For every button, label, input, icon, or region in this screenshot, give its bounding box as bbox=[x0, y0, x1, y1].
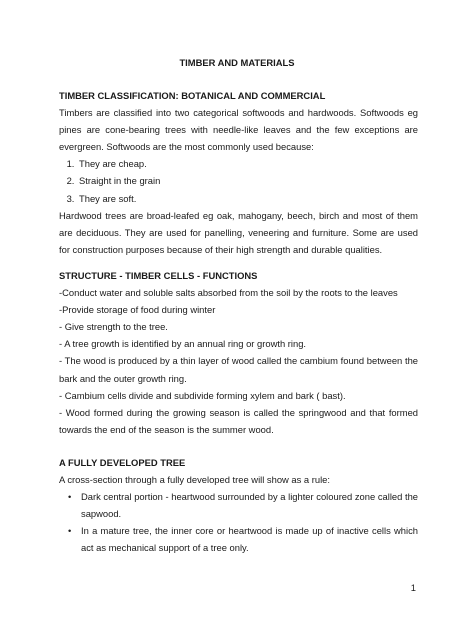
bullet-icon: • bbox=[68, 525, 72, 537]
section-heading: TIMBER CLASSIFICATION: BOTANICAL AND COMMERCIAL bbox=[59, 90, 326, 101]
numbered-list bbox=[59, 155, 418, 206]
text-line: - Wood formed during the growing season is called the springwood and that formed towards the end of the season is the summer wood. bbox=[59, 406, 418, 435]
section-paragraph: Timbers are classified into two categorical softwoods and hardwoods. Softwoods eg pines are cone-bearing trees with needle-like leaves and the few exceptions are evergreen. Softwoods are the most commonly used because: bbox=[59, 107, 418, 153]
list-item bbox=[68, 522, 418, 556]
text-line: -Provide storage of food during winter bbox=[59, 304, 216, 316]
text-line: - Cambium cells divide and subdivide forming xylem and bark ( bast). bbox=[59, 389, 346, 401]
bullet-list bbox=[59, 488, 418, 556]
text-line: - A tree growth is identified by an annual ring or growth ring. bbox=[59, 338, 307, 350]
section-heading: A FULLY DEVELOPED TREE bbox=[59, 457, 186, 468]
page-number: 1 bbox=[410, 582, 416, 593]
list-item: 3. They are soft. bbox=[77, 190, 418, 207]
section-paragraph: Hardwood trees are broad-leafed eg oak, mahogany, beech, birch and most of them are deciduous. They are used for panelling, veneering and furniture. Some are used for construction purposes because of their high strength and durable qualities. bbox=[59, 209, 418, 255]
document-title: TIMBER AND MATERIALS bbox=[179, 57, 295, 68]
section-timber-classification bbox=[59, 87, 418, 258]
list-item bbox=[68, 488, 418, 522]
list-item: 1. They are cheap. bbox=[77, 155, 418, 172]
section-timber-cells bbox=[59, 267, 418, 438]
section-developed-tree bbox=[59, 454, 418, 557]
text-line: -Conduct water and soluble salts absorbed from the soil by the roots to the leaves bbox=[59, 287, 398, 299]
text-line: - The wood is produced by a thin layer of wood called the cambium found between the bark and the outer growth ring. bbox=[59, 355, 418, 384]
list-item: 2. Straight in the grain bbox=[77, 172, 418, 189]
section-heading: STRUCTURE - TIMBER CELLS - FUNCTIONS bbox=[59, 270, 258, 281]
section-paragraph: A cross-section through a fully developed tree will show as a rule: bbox=[59, 474, 330, 486]
list-item-text: In a mature tree, the inner core or heartwood is made up of inactive cells which act as mechanical support of a tree only. bbox=[81, 525, 418, 554]
list-item-text: Dark central portion - heartwood surrounded by a lighter coloured zone called the sapwood. bbox=[81, 491, 418, 520]
text-line: - Give strength to the tree. bbox=[59, 321, 168, 333]
bullet-icon: • bbox=[68, 491, 72, 503]
